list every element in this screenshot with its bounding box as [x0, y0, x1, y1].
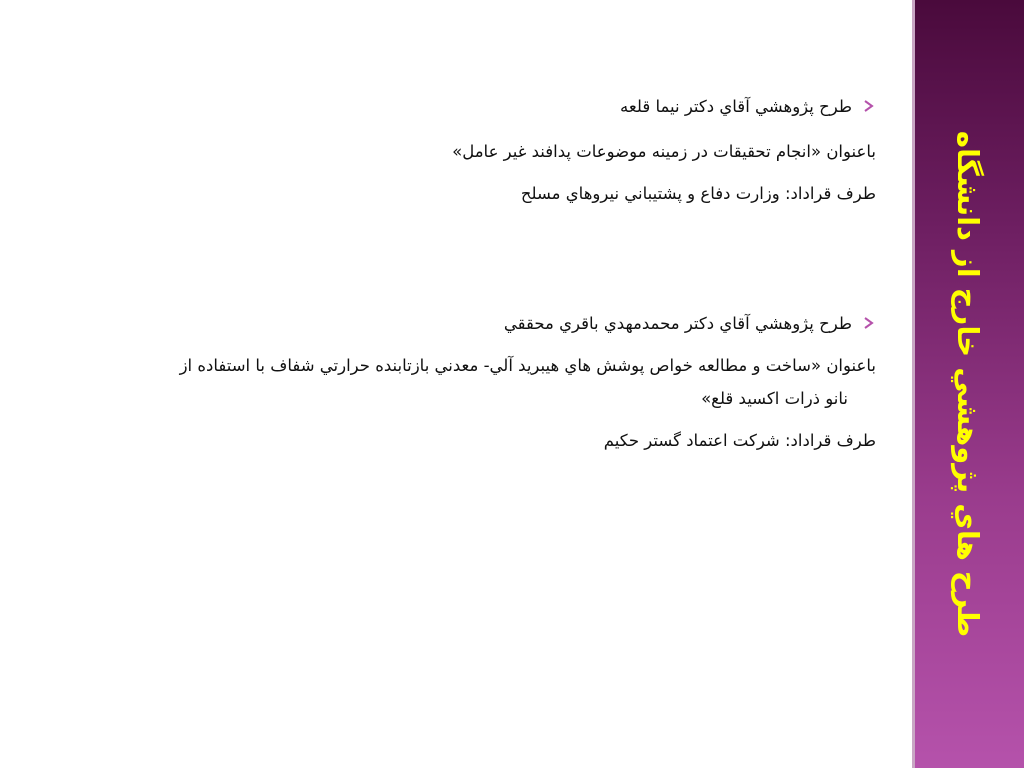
chevron-right-icon [862, 99, 876, 113]
project-2-heading-row [56, 313, 876, 335]
project-1-heading-row [56, 96, 876, 118]
project-1-heading: طرح پژوهشي آقاي دكتر نيما قلعه [620, 97, 852, 116]
side-title: طرح هاي پژوهشي خارج از دانشگاه [951, 130, 985, 638]
project-2-heading: طرح پژوهشي آقاي دكتر محمدمهدي باقري محققي [503, 314, 852, 333]
chevron-right-icon [862, 316, 876, 330]
project-2-contract: طرف قراداد: شركت اعتماد گستر حكيم [603, 431, 876, 450]
project-2-title-line-1: باعنوان «ساخت و مطالعه خواص پوشش هاي هيبريد آلي- معدني بازتابنده حرارتي شفاف با استفاده از [179, 356, 876, 375]
project-2-title-line-2: نانو ذرات اكسيد قلع» [701, 389, 848, 408]
project-1-title: باعنوان «انجام تحقيقات در زمينه موضوعات پدافند غير عامل» [452, 142, 876, 161]
project-1-contract: طرف قراداد: وزارت دفاع و پشتيباني نيروهاي مسلح [520, 184, 876, 203]
